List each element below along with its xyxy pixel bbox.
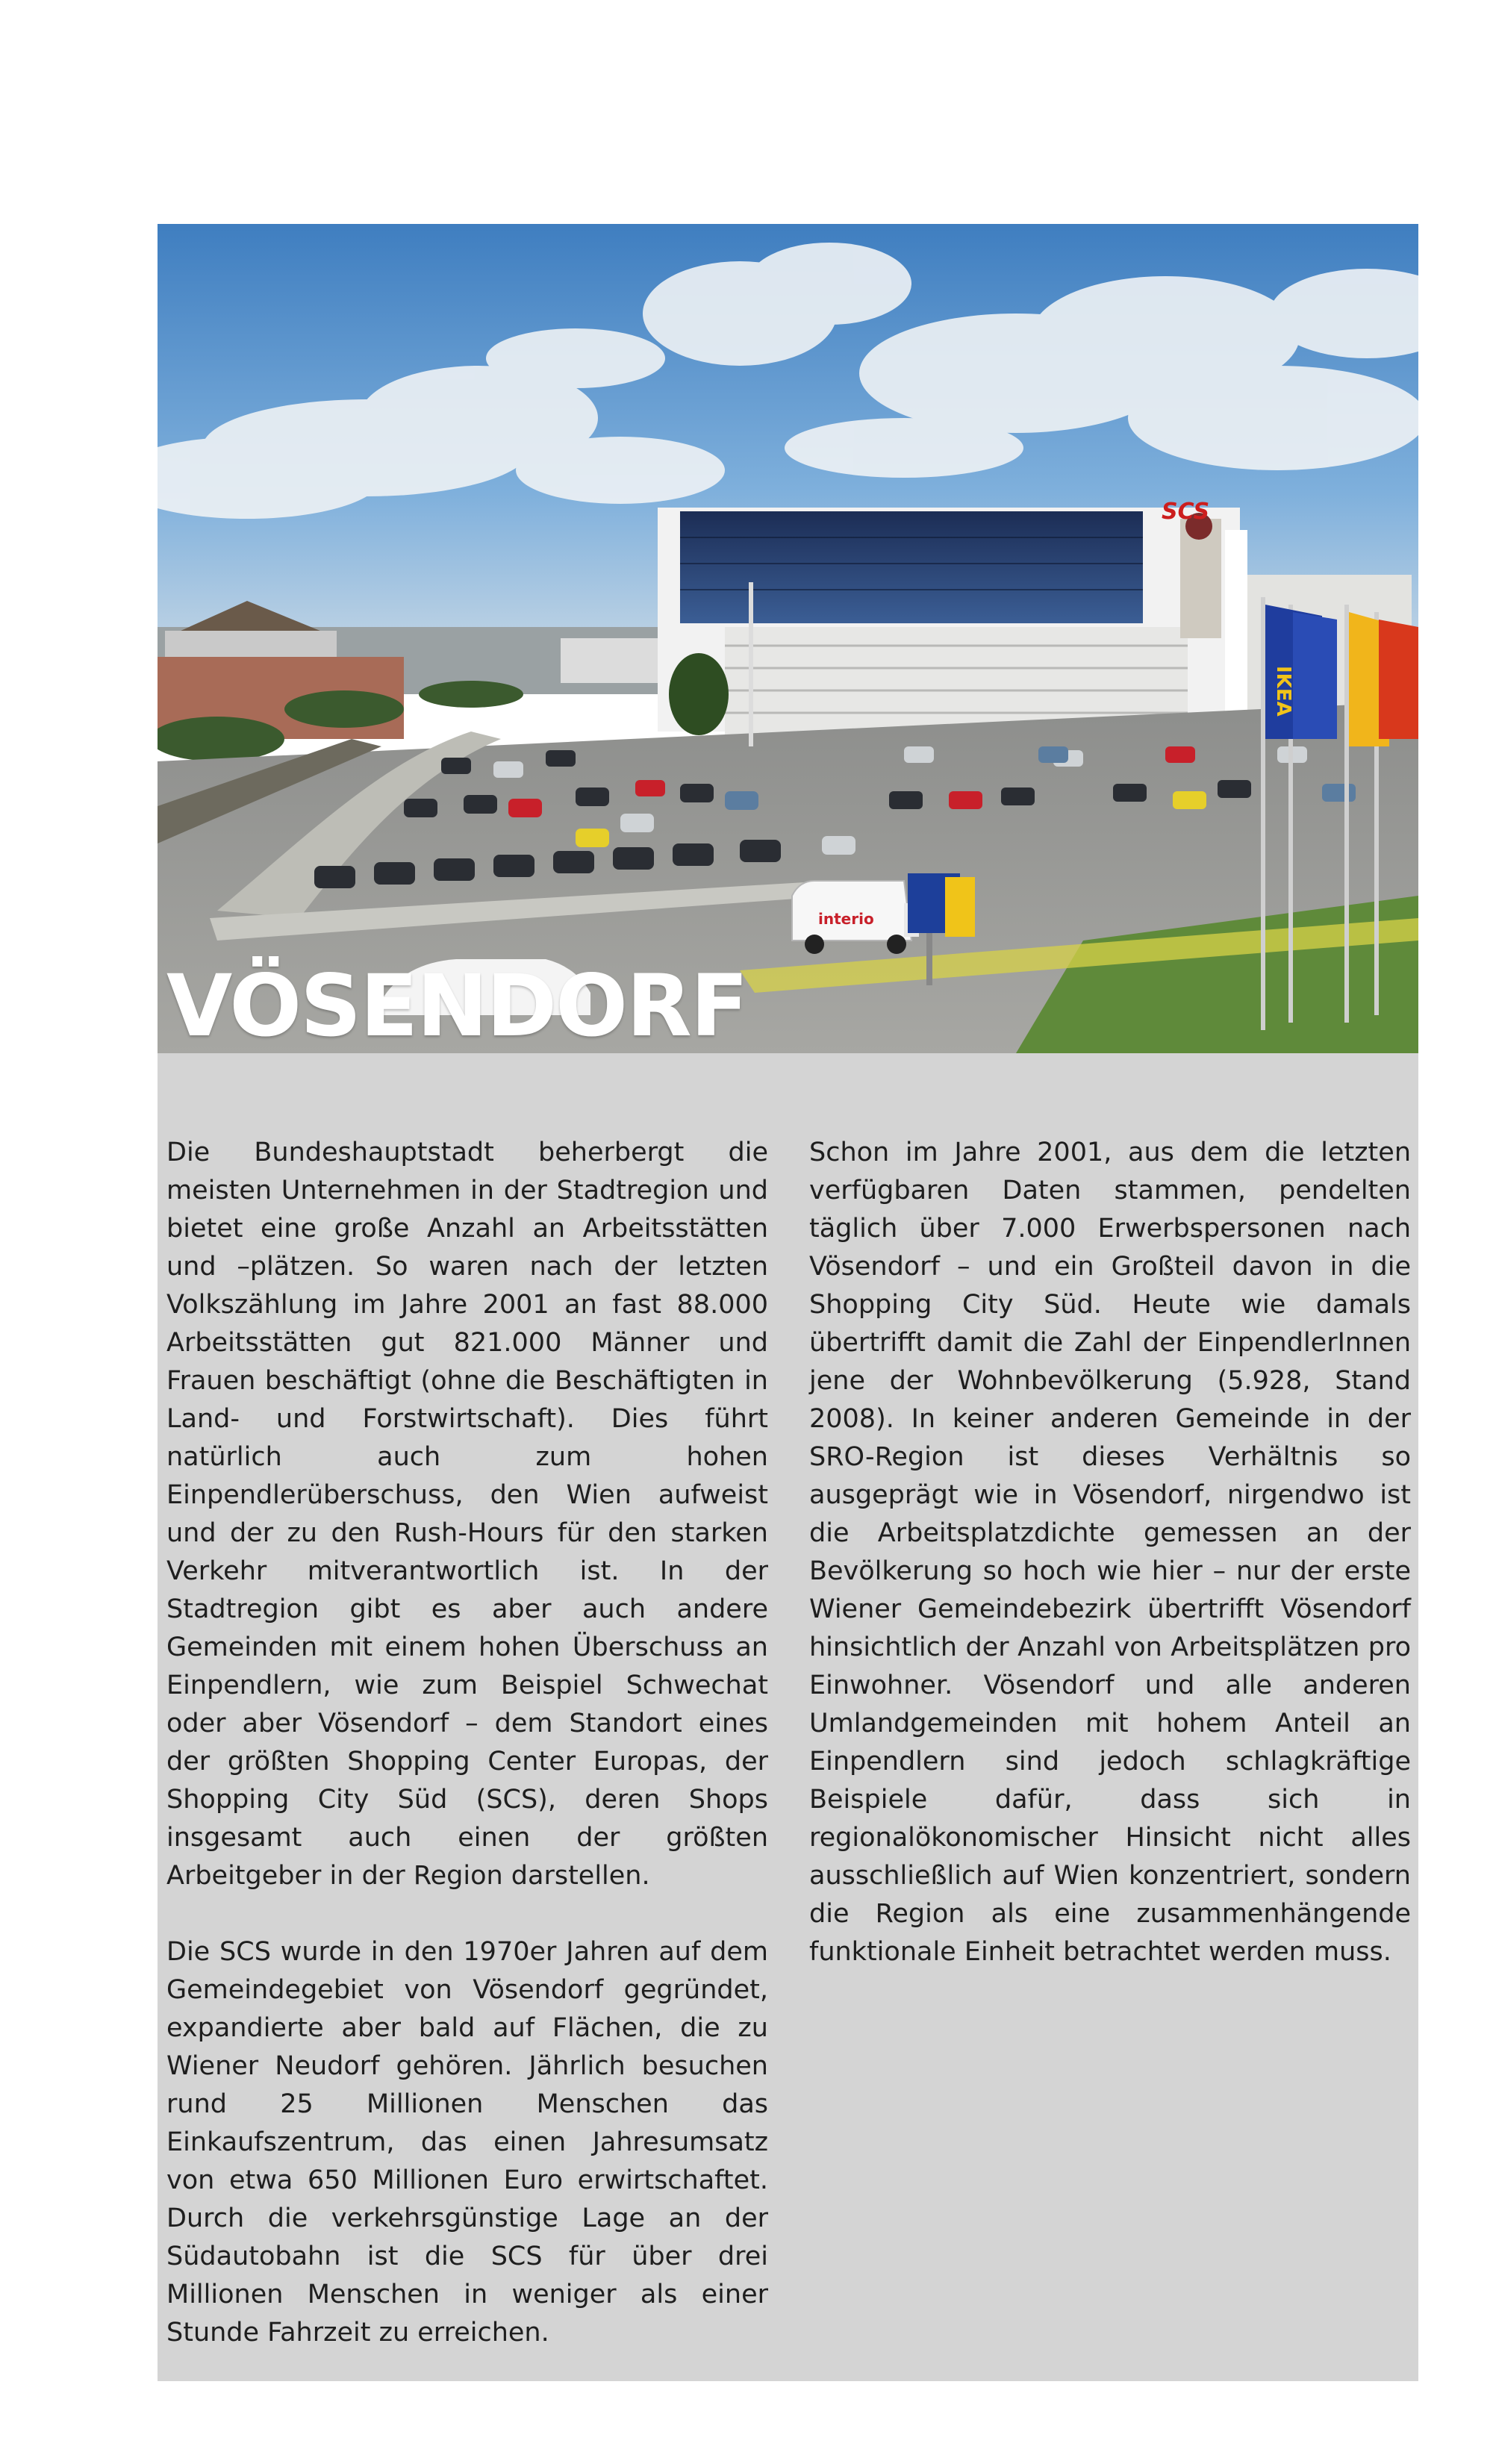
- text-panel: [158, 1053, 1418, 2381]
- van-brand-label: interio: [818, 910, 874, 928]
- scs-aerial-photo: [158, 224, 1418, 1053]
- text-column-left: [166, 1134, 768, 2390]
- page-title: VÖSENDORF: [166, 956, 747, 1053]
- lamp-post: [749, 582, 753, 746]
- paragraph: Die Bundeshauptstadt beherbergt die meisten Unternehmen in der Stadtregion und bietet eine große Anzahl an Arbeitsstätten und –plätzen. So waren nach der letzten Volkszählung im Jahre 2001 an fast 88.000 Arbeitsstätten gut 821.000 Männer und Frauen beschäftigt (ohne die Beschäftigten in Land- und Forstwirtschaft). Dies führt natürlich auch zum hohen Einpendlerüberschuss, den Wien aufweist und der zu den Rush-Hours für den starken Verkehr mitverantwortlich ist. In der Stadtregion gibt es aber auch andere Gemeinden mit einem hohen Überschuss an Einpendlern, wie zum Beispiel Schwechat oder aber Vösendorf – dem Standort eines der größten Shopping Center Europas, der Shopping City Süd (SCS), deren Shops insgesamt auch einen der größten Arbeitgeber in der Region darstellen.: [166, 1138, 768, 1891]
- paragraph: Schon im Jahre 2001, aus dem die letzten verfügbaren Daten stammen, pendelten täglich über 7.000 Erwerbspersonen nach Vösendorf – und ein Großteil davon in die Shopping City Süd. Heute wie damals übertrifft damit die Zahl der EinpendlerInnen jene der Wohnbevölkerung (5.928, Stand 2008). In keiner anderen Gemeinde in der SRO-Region ist dieses Verhältnis so ausgeprägt wie in Vösendorf, nirgendwo ist die Arbeitsplatzdichte gemessen an der Bevölkerung so hoch wie hier – nur der erste Wiener Gemeindebezirk übertrifft Vösendorf hinsichtlich der Anzahl von Arbeitsplätzen pro Einwohner. Vösendorf und alle anderen Umlandgemeinden mit hohem Anteil an Einpendlern sind jedoch schlagkräftige Beispiele dafür, dass sich in regionalökonomischer Hinsicht nicht alles ausschließlich auf Wien konzentriert, sondern die Region als eine zusammenhängende funktionale Einheit betrachtet werden muss.: [809, 1138, 1411, 1967]
- ikea-flag-text: IKEA: [1272, 666, 1294, 717]
- tree: [669, 653, 729, 735]
- scs-logo: SCS: [1162, 499, 1210, 525]
- text-column-right: [809, 1134, 1411, 2009]
- scs-photo-illustration: [158, 224, 1418, 1053]
- paragraph: Die SCS wurde in den 1970er Jahren auf dem Gemeindegebiet von Vösendorf gegründet, expandierte aber bald auf Flächen, die zu Wiener Neudorf gehören. Jährlich besuchen rund 25 Millionen Menschen das Einkaufszentrum, das einen Jahresumsatz von etwa 650 Millionen Euro erwirtschaftet. Durch die verkehrsgünstige Lage an der Südautobahn ist die SCS für über drei Millionen Menschen in weniger als einer Stunde Fahrzeit zu erreichen.: [166, 1937, 768, 2348]
